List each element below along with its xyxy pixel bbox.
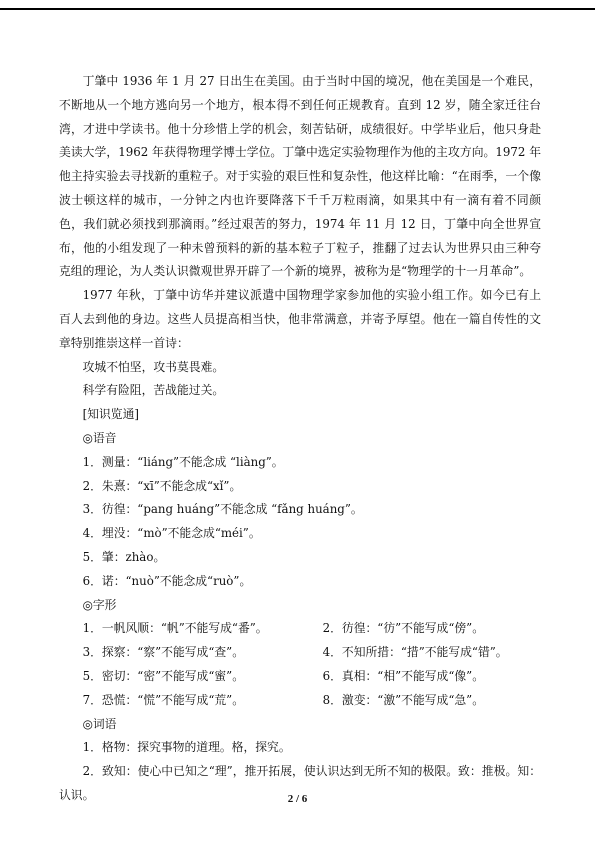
section-characters-title: ◎字形	[82, 597, 117, 612]
character-item: 8．激变：“激”不能写成“急”。	[322, 692, 484, 707]
character-item: 2．彷徨：“彷”不能写成“傍”。	[322, 621, 484, 636]
paragraph-biography: 丁肇中 1936 年 1 月 27 日出生在美国。由于当时中国的境况，他在美国是一个难民，不断地从一个地方逃向另一个地方，根本得不到任何正规教育。直到 12 岁，随全家迁往台湾，才进中学读书。他十分珍惜上学的机会，刻苦钻研，成绩很好。中学毕业后，他只身赴美读大学，1962 年获得物理学博士学位。丁肇中选定实验物理作为他的主攻方向。1972 年他主持实验去寻找新的重粒子。对于实验的艰巨性和复杂性，他这样比喻：“在雨季，一个像波士顿这样的城市，一分钟之内也许要降落下千千万粒雨滴，如果其中有一滴有着不同颜色，我们就必须找到那滴雨。”经过艰苦的努力，1974 年 11 月 12 日，丁肇中向全世界宣布，他的小组发现了一种未曾预料的新的基本粒子丁粒子，推翻了过去认为世界只由三种夸克组的理论，为人类认识微观世界开辟了一个新的境界，被称为是“物理学的十一月革命”。	[59, 74, 541, 279]
header-rule	[0, 8, 595, 10]
character-item: 6．真相：“相”不能写成“像”。	[322, 668, 484, 683]
section-pronunciation-title: ◎语音	[82, 430, 117, 445]
vocabulary-item: 2．致知：使心中已知之“理”，推开拓展，使认识达到无所不知的极限。致：推极。知：认识。	[59, 764, 541, 802]
pronunciation-item: 3．彷徨：“pang huáng”不能念成 “fǎng huáng”。	[82, 502, 363, 517]
pronunciation-item: 4．埋没：“mò”不能念成“méi”。	[82, 526, 261, 541]
pronunciation-item: 2．朱熹：“xī”不能念成“xǐ”。	[82, 478, 242, 493]
poem-line-2: 科学有险阻，苦战能过关。	[82, 383, 225, 398]
character-item: 7．恐慌：“慌”不能写成“荒”。	[82, 692, 244, 707]
character-item: 5．密切：“密”不能写成“蜜”。	[82, 668, 244, 683]
pronunciation-item: 1．测量：“liáng”不能念成 “liàng”。	[82, 454, 284, 469]
pronunciation-item: 5．肇：zhào。	[82, 549, 166, 564]
document-body	[59, 70, 541, 808]
pronunciation-item: 6．诺：“nuò”不能念成“ruò”。	[82, 573, 252, 588]
knowledge-heading: [知识览通]	[82, 407, 139, 422]
section-vocabulary-title: ◎词语	[82, 716, 117, 731]
characters-grid	[59, 617, 541, 712]
character-item: 1．一帆风顺：“帆”不能写成“番”。	[82, 621, 268, 636]
paragraph-visit: 1977 年秋，丁肇中访华并建议派遣中国物理学家参加他的实验小组工作。如今已有上百人去到他的身边。这些人员提高相当快，他非常满意，并寄予厚望。他在一篇自传性的文章特别推崇这样一首诗：	[59, 288, 541, 350]
poem-line-1: 攻城不怕坚，攻书莫畏难。	[82, 359, 225, 374]
character-item: 4．不知所措：“措”不能写成“错”。	[322, 645, 508, 660]
page-number: 2 / 6	[287, 793, 308, 805]
vocabulary-item: 1．格物：探究事物的道理。格，探究。	[82, 740, 291, 755]
character-item: 3．探察：“察”不能写成“查”。	[82, 645, 244, 660]
